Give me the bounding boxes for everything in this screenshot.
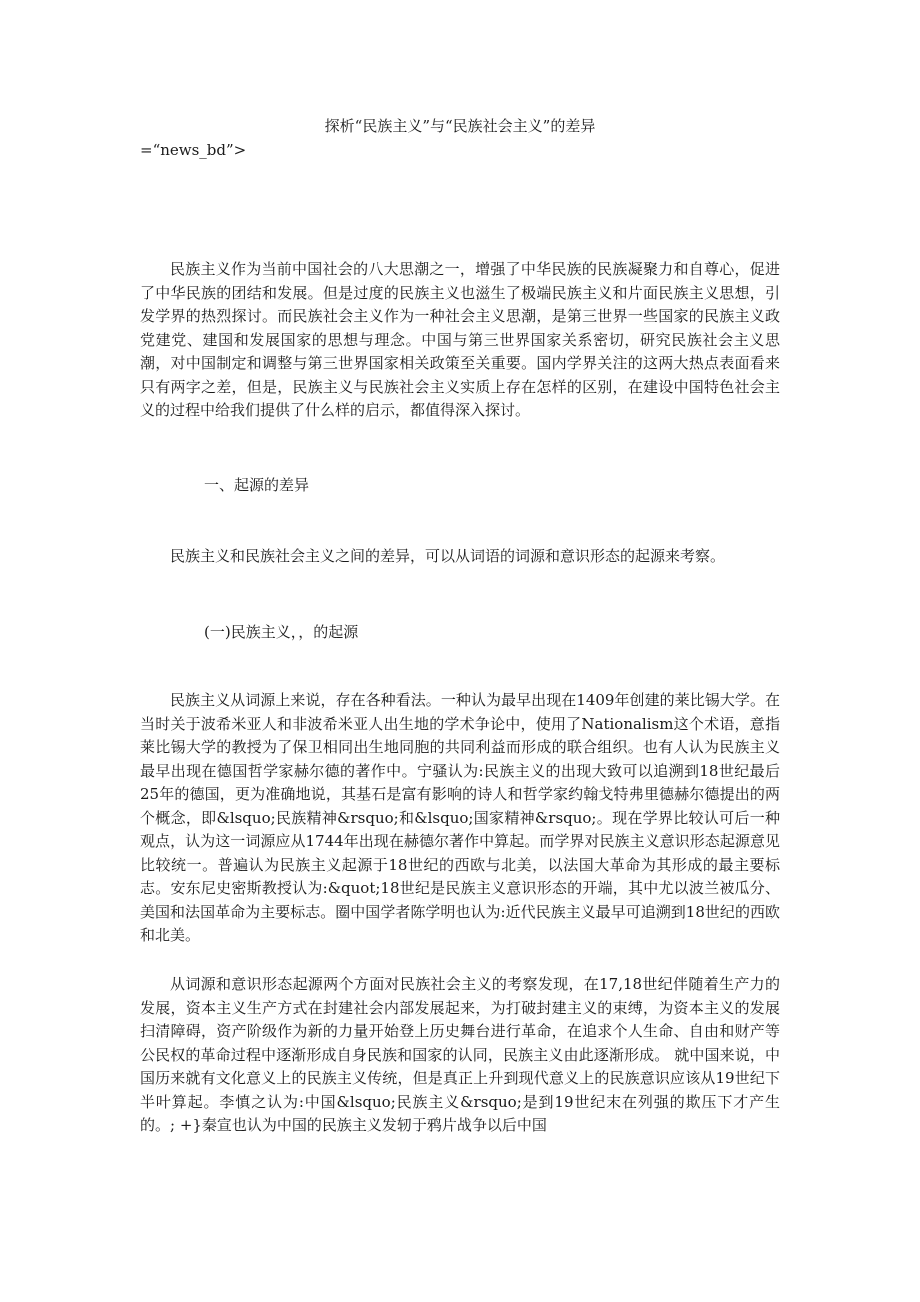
subsection-heading-nationalism-origin: (一)民族主义，，的起源	[204, 623, 359, 641]
national-socialism-origin-paragraph: 从词源和意识形态起源两个方面对民族社会主义的考察发现，在17,18世纪伴随着生产力的发展，资本主义生产方式在封建社会内部发展起来，为打破封建主义的束缚，为资本主义的发展扫清障碍，资产阶级作为新的力量开始登上历史舞台进行革命，在追求个人生命、自由和财产等公民权的革命过程中逐渐形成自身民族和国家的认同，民族主义由此逐渐形成。 就中国来说，中国历来就有文化意义上的民族主义传统，但是真正上升到现代意义上的民族意识应该从19世纪下半叶算起。李慎之认为:中国&lsquo;民族主义&rsquo;是到19世纪末在列强的欺压下才产生的。; +}秦宣也认为中国的民族主义发轫于鸦片战争以后中国	[140, 975, 780, 1134]
intro-paragraph: 民族主义作为当前中国社会的八大思潮之一，增强了中华民族的民族凝聚力和自尊心，促进了中华民族的团结和发展。但是过度的民族主义也滋生了极端民族主义和片面民族主义思想，引发学界的热烈探讨。而民族社会主义作为一种社会主义思潮，是第三世界一些国家的民族主义政党建党、建国和发展国家的思想与理念。中国与第三世界国家关系密切，研究民族社会主义思潮，对中国制定和调整与第三世界国家相关政策至关重要。国内学界关注的这两大热点表面看来只有两字之差，但是，民族主义与民族社会主义实质上存在怎样的区别，在建设中国特色社会主义的过程中给我们提供了什么样的启示，都值得深入探讨。	[140, 260, 780, 419]
nationalism-etymology-paragraph: 民族主义从词源上来说，存在各种看法。一种认为最早出现在1409年创建的莱比锡大学。在当时关于波希米亚人和非波希米亚人出生地的学术争论中，使用了Nationalism这个术语，意指莱比锡大学的教授为了保卫相同出生地同胞的共同利益而形成的联合组织。也有人认为民族主义最早出现在德国哲学家赫尔德的著作中。宁骚认为:民族主义的出现大致可以追溯到18世纪最后25年的德国，更为准确地说，其基石是富有影响的诗人和哲学家约翰戈特弗里德赫尔德提出的两个概念，即&lsquo;民族精神&rsquo;和&lsquo;国家精神&rsquo;。现在学界比较认可后一种观点，认为这一词源应从1744年出现在赫德尔著作中算起。而学界对民族主义意识形态起源意见比较统一。普遍认为民族主义起源于18世纪的西欧与北美，以法国大革命为其形成的最主要标志。安东尼史密斯教授认为:&quot;18世纪是民族主义意识形态的开端，其中尤以波兰被瓜分、美国和法国革命为主要标志。圈中国学者陈学明也认为:近代民族主义最早可追溯到18世纪的西欧和北美。	[140, 691, 780, 944]
markup-artifact-text: =“news_bd”>	[140, 141, 247, 159]
section-intro-paragraph: 民族主义和民族社会主义之间的差异，可以从词语的词源和意识形态的起源来考察。	[170, 547, 726, 565]
section-heading-origin-difference: 一、起源的差异	[204, 476, 310, 494]
document-title: 探析“民族主义”与“民族社会主义”的差异	[324, 117, 596, 135]
